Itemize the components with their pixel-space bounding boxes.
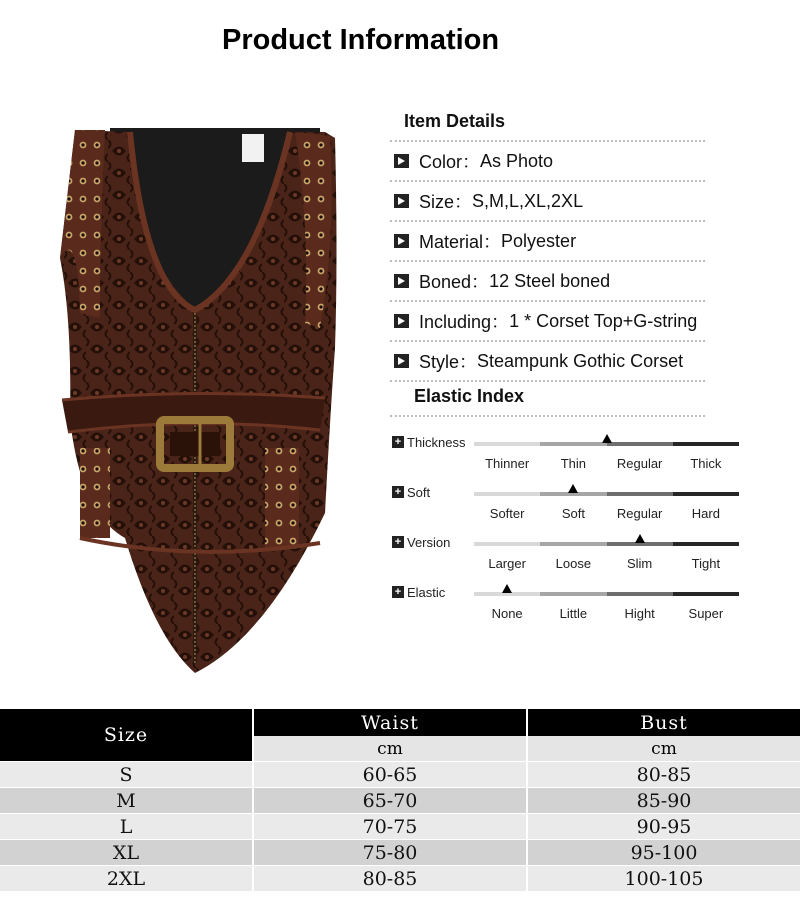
waist-cell: 70-75 [253, 814, 527, 840]
meter-segment [540, 592, 606, 596]
bust-cell: 100-105 [527, 866, 800, 892]
size-cell: S [0, 762, 253, 788]
size-cell: 2XL [0, 866, 253, 892]
meter-option-label: Thick [690, 456, 722, 471]
meter-option-label: Tight [691, 556, 721, 571]
table-row [0, 840, 800, 866]
meter-name: Elastic [407, 585, 446, 600]
meter-segment [474, 492, 540, 496]
meter-option-label: Super [688, 606, 724, 621]
meter-option-label: Slim [626, 556, 653, 571]
plus-icon: + [392, 536, 404, 548]
meter-name: Thickness [407, 435, 466, 450]
bust-cell: 85-90 [527, 788, 800, 814]
arrow-bullet-icon [394, 354, 409, 368]
meter-marker-icon [635, 534, 645, 543]
meter-soft [392, 486, 752, 531]
meter-option-label: Little [559, 606, 588, 621]
elastic-index-heading: Elastic Index [390, 380, 705, 417]
meter-segment [474, 542, 540, 546]
size-cell: M [0, 788, 253, 814]
meter-option-label: Thin [560, 456, 587, 471]
item-details-heading: Item Details [390, 105, 705, 142]
meter-segment [673, 542, 739, 546]
meter-segment [607, 592, 673, 596]
meter-name: Version [407, 535, 451, 550]
detail-row-style [390, 342, 705, 382]
meter-option-label: Hight [624, 606, 655, 621]
detail-label: Size： [419, 192, 473, 212]
bust-unit: cm [527, 736, 800, 762]
meter-segment [673, 592, 739, 596]
meter-marker-icon [568, 484, 578, 493]
meter-segment [607, 492, 673, 496]
detail-label: Boned： [419, 272, 490, 292]
detail-row-including [390, 302, 705, 342]
waist-cell: 80-85 [253, 866, 527, 892]
meter-option-label: Regular [616, 506, 663, 521]
waist-cell: 60-65 [253, 762, 527, 788]
meter-version [392, 536, 752, 581]
meter-segment [540, 442, 606, 446]
meter-option-label: Thinner [485, 456, 530, 471]
size-chart-table [0, 709, 800, 891]
meter-option-label: Loose [555, 556, 592, 571]
bust-cell: 90-95 [527, 814, 800, 840]
product-photo [20, 118, 380, 698]
detail-value: As Photo [480, 150, 554, 171]
bust-cell: 80-85 [527, 762, 800, 788]
detail-label: Style： [419, 352, 478, 372]
meter-marker-icon [602, 434, 612, 443]
item-details [390, 105, 705, 382]
meter-option-label: Regular [616, 456, 663, 471]
detail-row-boned [390, 262, 705, 302]
detail-label: Material： [419, 232, 502, 252]
meter-segment [540, 542, 606, 546]
meter-elastic [392, 586, 752, 631]
detail-label: Color： [419, 152, 481, 172]
table-row [0, 788, 800, 814]
meter-option-label: Softer [489, 506, 525, 521]
detail-value: S,M,L,XL,2XL [472, 190, 584, 211]
size-cell: L [0, 814, 253, 840]
meter-marker-icon [502, 584, 512, 593]
detail-value: 12 Steel boned [489, 270, 611, 291]
plus-icon: + [392, 436, 404, 448]
detail-row-color [390, 142, 705, 182]
waist-header: Waist [253, 709, 527, 736]
arrow-bullet-icon [394, 194, 409, 208]
bust-header: Bust [527, 709, 800, 736]
detail-row-material [390, 222, 705, 262]
waist-cell: 65-70 [253, 788, 527, 814]
detail-label: Including： [419, 312, 510, 332]
meter-option-label: None [491, 606, 523, 621]
arrow-bullet-icon [394, 234, 409, 248]
table-row [0, 762, 800, 788]
arrow-bullet-icon [394, 154, 409, 168]
detail-value: 1 * Corset Top+G-string [509, 310, 698, 331]
arrow-bullet-icon [394, 274, 409, 288]
meter-option-label: Soft [561, 506, 585, 521]
meter-segment [474, 442, 540, 446]
plus-icon: + [392, 486, 404, 498]
meter-thickness [392, 436, 752, 481]
size-header: Size [0, 709, 253, 762]
plus-icon: + [392, 586, 404, 598]
detail-value: Steampunk Gothic Corset [477, 350, 684, 371]
waist-unit: cm [253, 736, 527, 762]
page-title: Product Information [222, 24, 500, 56]
meter-segment [673, 492, 739, 496]
meter-option-label: Larger [488, 556, 526, 571]
meter-segment [673, 442, 739, 446]
meter-name: Soft [407, 485, 431, 500]
meter-option-label: Hard [691, 506, 720, 521]
waist-cell: 75-80 [253, 840, 527, 866]
bust-cell: 95-100 [527, 840, 800, 866]
table-row [0, 814, 800, 840]
table-row [0, 866, 800, 892]
detail-value: Polyester [501, 230, 577, 251]
detail-row-size [390, 182, 705, 222]
arrow-bullet-icon [394, 314, 409, 328]
meter-segment [607, 442, 673, 446]
size-cell: XL [0, 840, 253, 866]
